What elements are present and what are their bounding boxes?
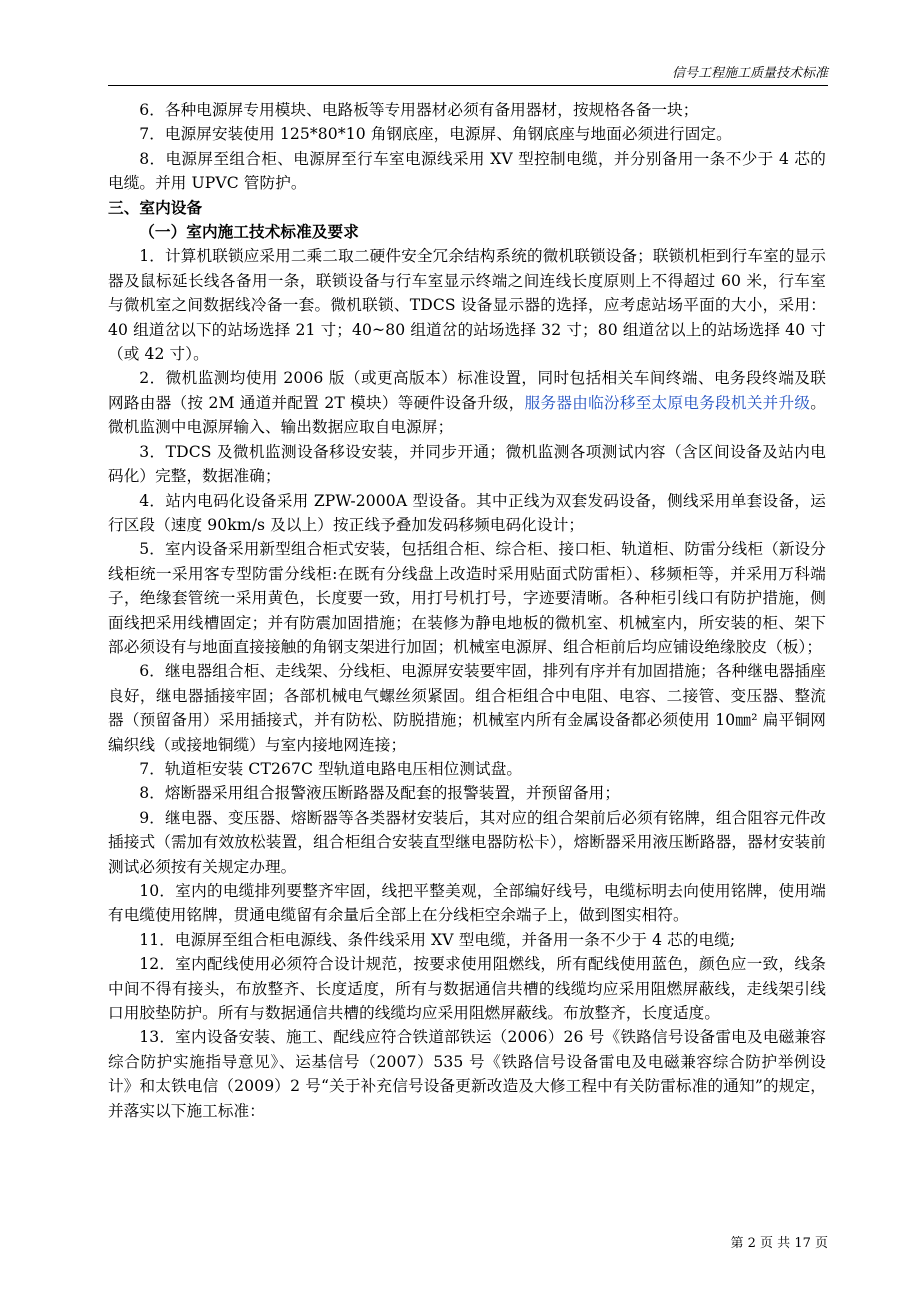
- paragraph: [108, 366, 826, 439]
- paragraph: 7．轨道柜安装 CT267C 型轨道电路电压相位测试盘。: [139, 759, 523, 778]
- paragraph: 1．计算机联锁应采用二乘二取二硬件安全冗余结构系统的微机联锁设备；联锁机柜到行车室的显示器及鼠标延长线各备用一条，联锁设备与行车室显示终端之间连线长度原则上不得超过 60 米，行车室与微机室之间数据线冷备一套。微机联锁、TDCS 设备显示器的选择，应考虑站场平面的大小，采用：40 组道岔以下的站场选择 21 寸；40~80 组道岔的站场选择 32 寸；80 组道岔以上的站场选择 40 寸（或 42 寸）。: [108, 247, 826, 364]
- paragraph: 13．室内设备安装、施工、配线应符合铁道部铁运（2006）26 号《铁路信号设备雷电及电磁兼容综合防护实施指导意见》、运基信号（2007）535 号《铁路信号设备雷电及电磁兼容综合防护举例设计》和太铁电信（2009）2 号“关于补充信号设备更新改造及大修工程中有关防雷标准的通知”的规定，并落实以下施工标准：: [108, 1028, 826, 1120]
- paragraph-text: 。微机监测中电源屏输入、输出数据应取自电源屏；: [108, 393, 826, 437]
- page-footer: [108, 1232, 828, 1251]
- subsection-heading: （一）室内施工技术标准及要求: [139, 222, 359, 242]
- hyperlink-text[interactable]: 服务器由临汾移至太原电务段机关并升级: [524, 393, 811, 412]
- paragraph: 8．熔断器采用组合报警液压断路器及配套的报警装置，并预留备用；: [139, 784, 621, 803]
- paragraph: 5．室内设备采用新型组合柜式安装，包括组合柜、综合柜、接口柜、轨道柜、防雷分线柜（新设分线柜统一采用客专型防雷分线柜:在既有分线盘上改造时采用贴面式防雷柜）、移频柜等，并采用万科端子，绝缘套管统一采用黄色，长度要一致，用打号机打号，字迹要清晰。各种柜引线口有防护措施，侧面线把采用线槽固定；并有防震加固措施；在装修为静电地板的微机室、机械室内，所安装的柜、架下部必须设有与地面直接接触的角钢支架进行加固；机械室电源屏、组合柜前后均应铺设绝缘胶皮（板）；: [108, 540, 826, 656]
- paragraph: 10．室内的电缆排列要整齐牢固，线把平整美观，全部编好线号，电缆标明去向使用铭牌，使用端有电缆使用铭牌，贯通电缆留有余量后全部上在分线柜空余端子上，做到图实相符。: [108, 882, 826, 925]
- paragraph: 8．电源屏至组合柜、电源屏至行车室电源线采用 XV 型控制电缆，并分别备用一条不少于 4 芯的电缆。并用 UPVC 管防护。: [108, 149, 826, 193]
- paragraph: 6．继电器组合柜、走线架、分线柜、电源屏安装要牢固，排列有序并有加固措施；各种继电器插座良好，继电器插接牢固；各部机械电气螺丝须紧固。组合柜组合中电阻、电容、二接管、变压器、整流器（预留备用）采用插接式，并有防松、防脱措施；机械室内所有金属设备都必须使用 10㎜² 扁平铜网编织线（或接地铜缆）与室内接地网连接；: [108, 662, 826, 754]
- document-body: [108, 98, 826, 1123]
- paragraph: 4．站内电码化设备采用 ZPW-2000A 型设备。其中正线为双套发码设备，侧线采用单套设备，运行区段（速度 90km/s 及以上）按正线予叠加发码移频电码化设计；: [108, 491, 826, 534]
- page-number: 第 2 页 共 17 页: [730, 1236, 828, 1251]
- paragraph: 9．继电器、变压器、熔断器等各类器材安装后，其对应的组合架前后必须有铭牌，组合阻容元件改插接式（需加有效放松装置，组合柜组合安装直型继电器防松卡），熔断器采用液压断路器，器材安装前测试必须按有关规定办理。: [108, 808, 826, 876]
- paragraph: 12．室内配线使用必须符合设计规范，按要求使用阻燃线，所有配线使用蓝色，颜色应一致，线条中间不得有接头，布放整齐、长度适度，所有与数据通信共槽的线缆均应采用阻燃屏蔽线，走线架引线口用胶垫防护。所有与数据通信共槽的线缆均应采用阻燃屏蔽线。布放整齐，长度适度。: [108, 955, 826, 1023]
- paragraph: 7．电源屏安装使用 125*80*10 角钢底座，电源屏、角钢底座与地面必须进行固定。: [139, 125, 732, 144]
- paragraph: 11．电源屏至组合柜电源线、条件线采用 XV 型电缆，并备用一条不少于 4 芯的电缆;: [139, 930, 736, 949]
- paragraph-text: 2．微机监测均使用 2006 版（或更高版本）标准设置，同时包括相关车间终端、电务段终端及联网路由器（按 2M 通道并配置 2T 模块）等硬件设备升级，: [108, 369, 826, 412]
- page-header: [108, 62, 828, 86]
- header-title: 信号工程施工质量技术标准: [671, 66, 828, 81]
- paragraph: 6．各种电源屏专用模块、电路板等专用器材必须有备用器材，按规格各备一块；: [139, 101, 699, 119]
- paragraph: 3．TDCS 及微机监测设备移设安装，并同步开通；微机监测各项测试内容（含区间设备及站内电码化）完整，数据准确；: [108, 442, 826, 486]
- section-heading: 三、室内设备: [108, 197, 203, 217]
